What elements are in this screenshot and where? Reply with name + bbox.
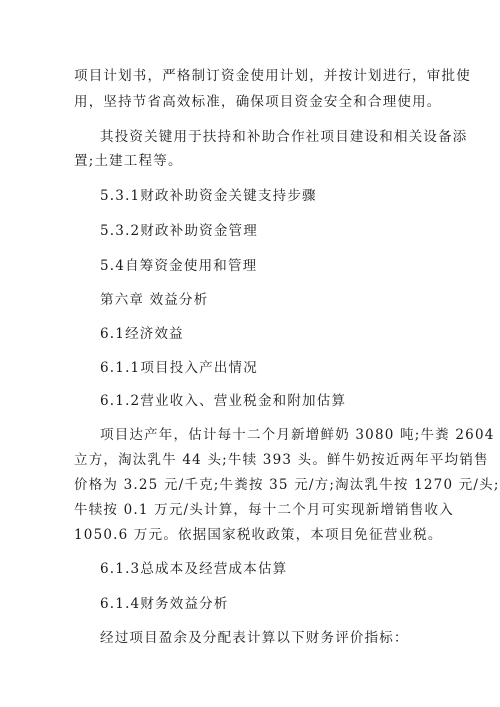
paragraph-line: 项目计划书，严格制订资金使用计划，并按计划进行，审批使 [74, 68, 471, 84]
section-heading: 5.3.2财政补助资金管理 [100, 223, 258, 239]
paragraph-line: 价格为 3.25 元/千克;牛粪按 35 元/方;淘汰乳牛按 1270 元/头; [74, 477, 500, 493]
section-heading: 6.1.2营业收入、营业税金和附加估算 [100, 393, 347, 409]
paragraph-line: 1050.6 万元。依据国家税收政策，本项目免征营业税。 [74, 527, 443, 543]
paragraph-line: 经过项目盈余及分配表计算以下财务评价指标： [100, 630, 409, 646]
section-heading: 6.1经济效益 [100, 326, 184, 342]
chapter-heading: 第六章 效益分析 [100, 292, 209, 308]
paragraph-line: 其投资关键用于扶持和补助合作社项目建设和相关设备添 [100, 129, 468, 145]
section-heading: 5.3.1财政补助资金关键支持步骤 [100, 188, 317, 204]
paragraph-line: 用，坚持节省高效标准，确保项目资金安全和合理使用。 [74, 94, 442, 110]
paragraph-line: 立方，淘汰乳牛 44 头;牛犊 393 头。鲜牛奶按近两年平均销售 [74, 452, 489, 468]
paragraph-line: 牛犊按 0.1 万元/头计算，每十二个月可实现新增销售收入 [74, 502, 454, 518]
section-heading: 5.4自筹资金使用和管理 [100, 258, 258, 274]
paragraph-line: 项目达产年，估计每十二个月新增鲜奶 3080 吨;牛粪 2604 [100, 427, 495, 443]
section-heading: 6.1.4财务效益分析 [100, 596, 229, 612]
paragraph-line: 置;土建工程等。 [74, 153, 183, 169]
section-heading: 6.1.1项目投入产出情况 [100, 360, 258, 376]
section-heading: 6.1.3总成本及经营成本估算 [100, 561, 288, 577]
